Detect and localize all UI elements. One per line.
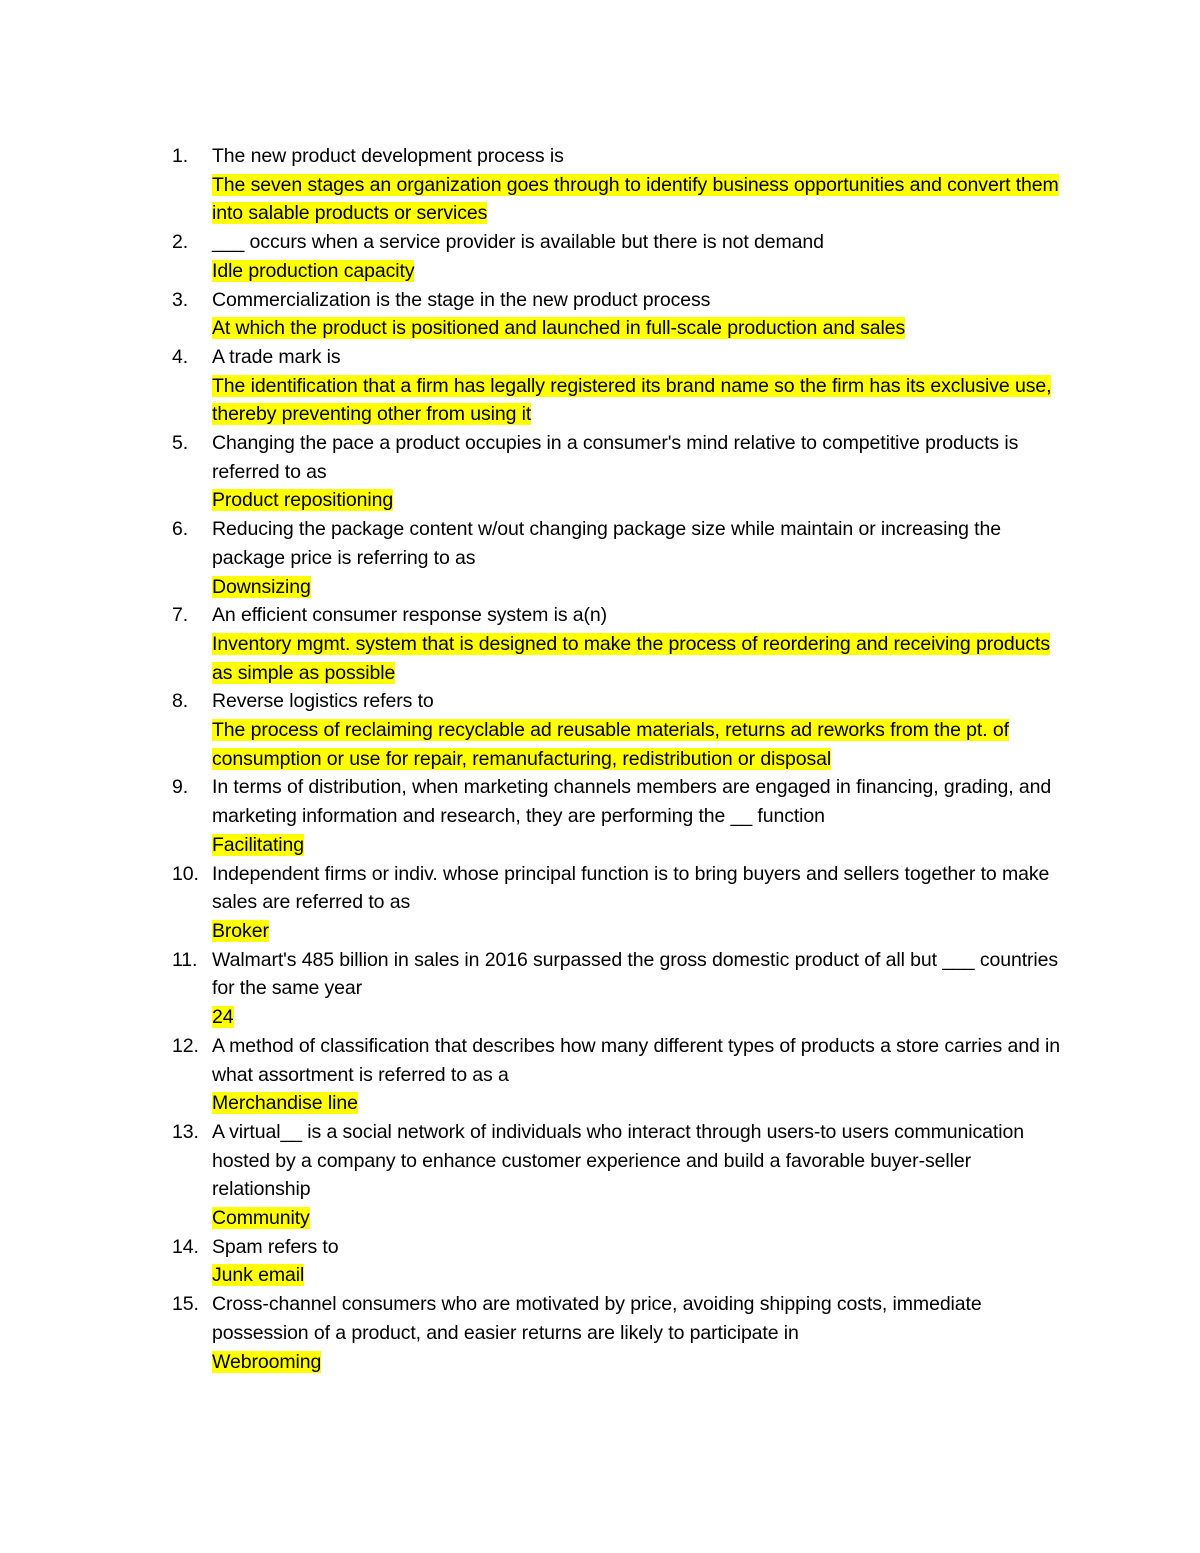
- item-number: 14.: [172, 1235, 199, 1258]
- question-text: Cross-channel consumers who are motivated by price, avoiding shipping costs, immediate possession of a product, and easier returns are likely to participate in: [212, 1293, 982, 1344]
- item-number: 4.: [172, 345, 189, 368]
- question-text: ___ occurs when a service provider is available but there is not demand: [212, 231, 824, 254]
- item-number: 1.: [172, 145, 189, 167]
- answer-text: At which the product is positioned and launched in full-scale production and sales: [212, 317, 906, 340]
- item-number: 5.: [172, 432, 189, 455]
- item-number: 15.: [172, 1293, 199, 1316]
- item-number: 12.: [172, 1034, 199, 1057]
- question-text: Independent firms or indiv. whose principal function is to bring buyers and sellers together to make sales are referred to as: [212, 862, 1050, 914]
- qa-item-4: [172, 343, 1062, 429]
- question-text: The new product development process is: [212, 145, 564, 167]
- item-number: 8.: [172, 690, 189, 713]
- item-number: 11.: [172, 948, 198, 971]
- qa-item-15: [172, 1290, 1062, 1376]
- answer-text: Inventory mgmt. system that is designed to make the process of reordering and receiving products as simple as possible: [212, 632, 1050, 684]
- question-text: A trade mark is: [212, 345, 341, 368]
- item-number: 2.: [172, 231, 189, 254]
- qa-item-6: [172, 515, 1062, 601]
- item-number: 13.: [172, 1120, 199, 1143]
- answer-text: Webrooming: [212, 1350, 322, 1373]
- answer-text: The identification that a firm has legally registered its brand name so the firm has its exclusive use, thereby preventing other from using it: [212, 374, 1052, 426]
- question-text: An efficient consumer response system is a(n): [212, 604, 608, 627]
- question-text: Spam refers to: [212, 1235, 339, 1258]
- qa-item-14: [172, 1233, 1062, 1290]
- item-number: 9.: [172, 776, 189, 799]
- item-number: 10.: [172, 862, 199, 885]
- item-number: 7.: [172, 604, 189, 627]
- question-text: Commercialization is the stage in the new product process: [212, 288, 711, 311]
- question-text: Reverse logistics refers to: [212, 690, 434, 713]
- qa-item-7: [172, 601, 1062, 687]
- qa-item-9: [172, 773, 1062, 859]
- item-number: 3.: [172, 288, 189, 311]
- answer-text: The seven stages an organization goes through to identify business opportunities and convert them into salable products or services: [212, 173, 1059, 225]
- question-text: Walmart's 485 billion in sales in 2016 surpassed the gross domestic product of all but ___ countries for the same year: [212, 948, 1059, 1000]
- qa-item-2: [172, 228, 1062, 285]
- question-text: Changing the pace a product occupies in a consumer's mind relative to competitive products is referred to as: [212, 432, 1019, 483]
- qa-item-11: [172, 946, 1062, 1032]
- question-text: A method of classification that describes how many different types of products a store carries and in what assortment is referred to as a: [212, 1034, 1060, 1086]
- answer-text: Community: [212, 1207, 310, 1230]
- question-answer-list: [172, 142, 1062, 1376]
- answer-text: Junk email: [212, 1264, 305, 1287]
- answer-text: 24: [212, 1006, 234, 1029]
- answer-text: The process of reclaiming recyclable ad reusable materials, returns ad reworks from the pt. of consumption or use for repair, remanufacturing, redistribution or disposal: [212, 719, 1009, 770]
- answer-text: Facilitating: [212, 833, 305, 856]
- qa-item-12: [172, 1032, 1062, 1118]
- answer-text: Idle production capacity: [212, 259, 415, 282]
- answer-text: Merchandise line: [212, 1092, 358, 1115]
- qa-item-1: [172, 142, 1062, 228]
- qa-item-10: [172, 860, 1062, 946]
- qa-item-13: [172, 1118, 1062, 1233]
- qa-item-8: [172, 687, 1062, 773]
- question-text: In terms of distribution, when marketing channels members are engaged in financing, grading, and marketing information and research, they are performing the __ function: [212, 776, 1052, 828]
- answer-text: Downsizing: [212, 575, 311, 598]
- qa-item-5: [172, 429, 1062, 515]
- question-text: A virtual__ is a social network of individuals who interact through users-to users communication hosted by a company to enhance customer experience and build a favorable buyer-seller relationship: [212, 1120, 1024, 1201]
- answer-text: Product repositioning: [212, 489, 394, 512]
- item-number: 6.: [172, 518, 189, 541]
- question-text: Reducing the package content w/out changing package size while maintain or increasing the package price is referring to as: [212, 518, 1001, 569]
- answer-text: Broker: [212, 919, 269, 942]
- qa-item-3: [172, 286, 1062, 343]
